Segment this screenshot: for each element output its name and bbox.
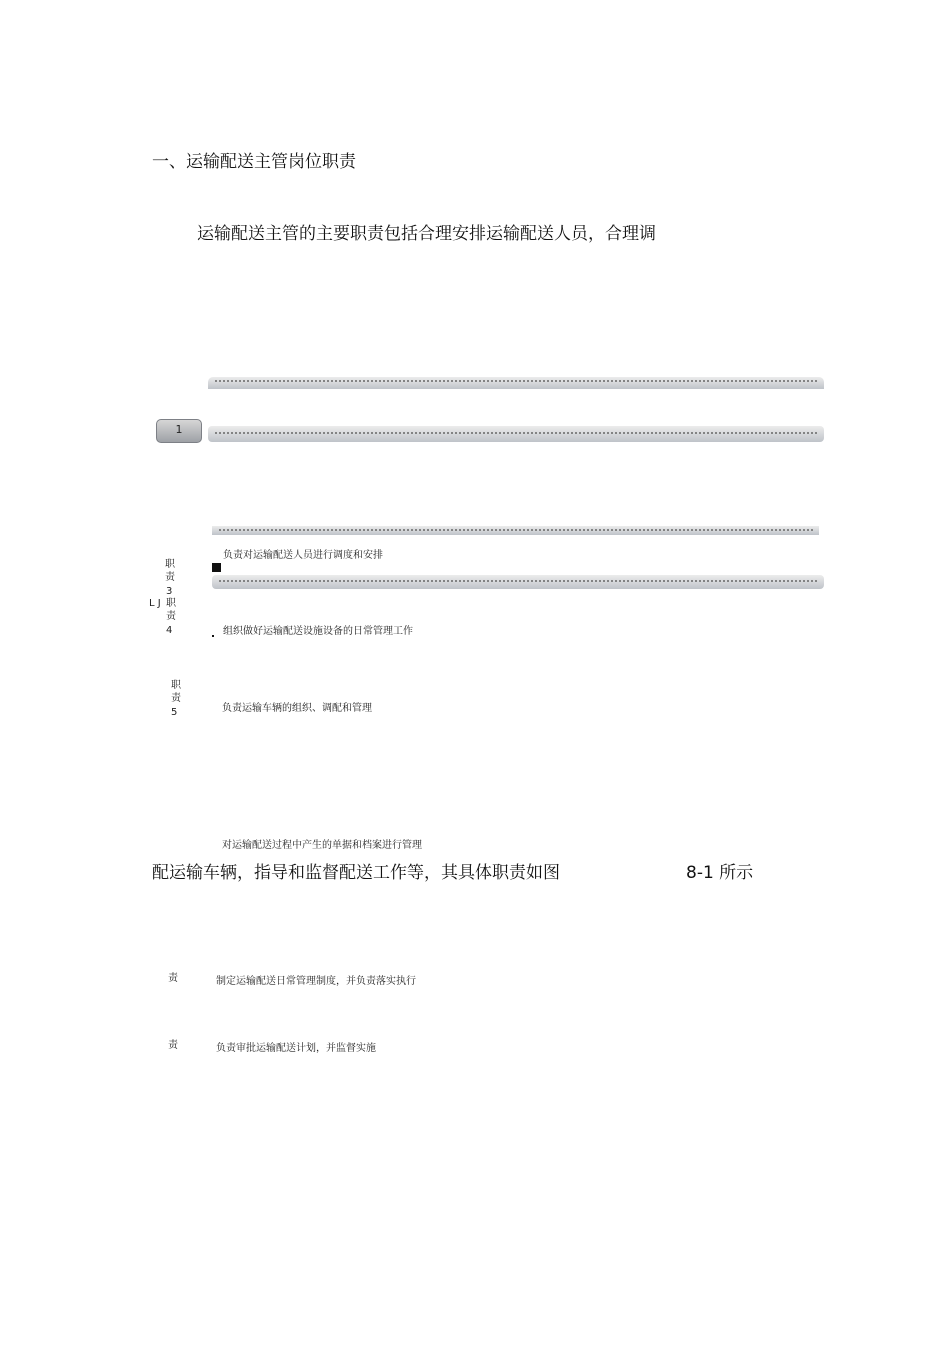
figure-badge: 1 bbox=[156, 419, 202, 443]
label-ze-c: 责 bbox=[171, 693, 181, 704]
label-zhi-b: 职 bbox=[166, 598, 176, 609]
label-zhi-c: 职 bbox=[171, 680, 181, 691]
duty-item-4: 对运输配送过程中产生的单据和档案进行管理 bbox=[222, 840, 422, 851]
label-num-4: 4 bbox=[166, 625, 173, 636]
label-zhi-a: 职 bbox=[165, 559, 175, 570]
dot-bullet-icon bbox=[212, 635, 214, 637]
banner-bar-lower-1 bbox=[212, 526, 819, 535]
duty-item-3: 负责运输车辆的组织、调配和管理 bbox=[222, 703, 372, 714]
duty-item-1: 负责对运输配送人员进行调度和安排 bbox=[223, 550, 383, 561]
duty-item-6: 负责审批运输配送计划，并监督实施 bbox=[216, 1043, 376, 1054]
label-ze-e: 责 bbox=[168, 1040, 178, 1051]
label-ze-a: 责 bbox=[165, 572, 175, 583]
duty-item-2: 组织做好运输配送设施设备的日常管理工作 bbox=[223, 626, 413, 637]
banner-bar-top bbox=[208, 377, 824, 389]
label-lj: L J bbox=[149, 598, 161, 609]
label-num-3: 3 bbox=[166, 586, 173, 597]
duty-item-5: 制定运输配送日常管理制度，并负责落实执行 bbox=[216, 976, 416, 987]
label-ze-b: 责 bbox=[166, 611, 176, 622]
label-num-5: 5 bbox=[171, 707, 178, 718]
section-heading: 一、运输配送主管岗位职责 bbox=[152, 152, 356, 172]
figure-reference: 8-1 所示 bbox=[686, 863, 754, 883]
banner-bar-lower-2 bbox=[212, 575, 824, 589]
continuation-paragraph: 配运输车辆，指导和监督配送工作等，其具体职责如图 bbox=[152, 863, 560, 883]
square-bullet-icon bbox=[212, 563, 221, 572]
intro-paragraph: 运输配送主管的主要职责包括合理安排运输配送人员，合理调 bbox=[197, 224, 656, 244]
banner-bar-middle bbox=[208, 426, 824, 442]
label-ze-d: 责 bbox=[168, 973, 178, 984]
